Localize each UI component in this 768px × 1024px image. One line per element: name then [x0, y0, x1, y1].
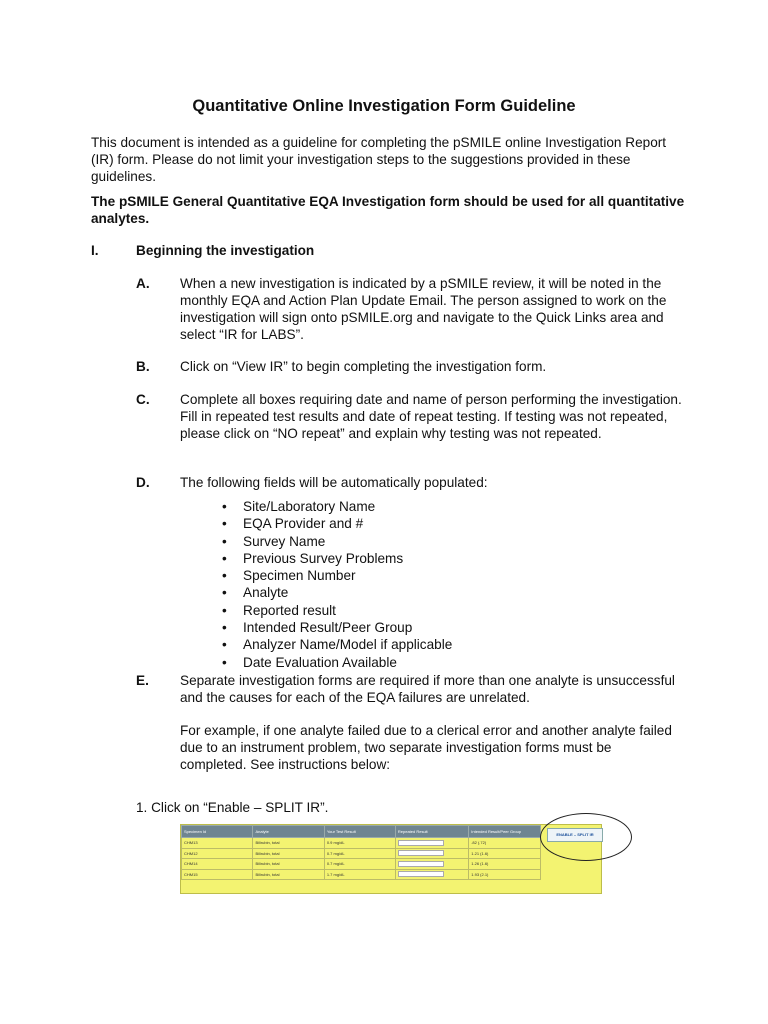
results-table — [181, 825, 541, 880]
bullet-icon: • — [222, 533, 227, 549]
column-header: Intended Result/Peer Group — [469, 826, 541, 838]
investigation-table-screenshot — [180, 824, 602, 894]
item-e-example: For example, if one analyte failed due to a clerical error and another analyte failed due to an instrument problem, two separate investigation forms must be completed. See instructions below: — [180, 723, 672, 772]
repeated-result-input[interactable] — [398, 871, 444, 877]
list-item: • Analyte — [222, 585, 289, 601]
item-a-text: When a new investigation is indicated by a pSMILE review, it will be noted in the monthly EQA and Action Plan Update Email. The person assigned to work on the investigation will sign onto pSMILE.org and navigate to the Quick Links area and select “IR for LABS”. — [180, 276, 667, 342]
list-item: • Analyzer Name/Model if applicable — [222, 637, 453, 653]
column-header: Repeated Result — [395, 826, 468, 838]
table-row: CHM13 Bilirubin, total 0.9 mg/dL .82 (.72) — [182, 838, 541, 849]
bullet-icon: • — [222, 654, 227, 670]
list-item: • Reported result — [222, 602, 336, 618]
step-1-text: 1. Click on “Enable – SPLIT IR”. — [136, 800, 329, 815]
list-item: • Previous Survey Problems — [222, 550, 404, 566]
auto-populated-fields-list — [222, 498, 452, 671]
column-header: Analyte — [253, 826, 324, 838]
repeated-result-input[interactable] — [398, 861, 444, 867]
item-a-letter: A. — [136, 276, 150, 291]
table-row: CHM12 Bilirubin, total 0.7 mg/dL 1.21 (1.6) — [182, 848, 541, 859]
item-b-text: Click on “View IR” to begin completing the investigation form. — [180, 359, 547, 374]
enable-split-ir-button[interactable]: ENABLE – SPLIT IR — [547, 828, 603, 842]
item-d-letter: D. — [136, 475, 150, 490]
table-row: CHM14 Bilirubin, total 0.7 mg/dL 1.26 (1.6) — [182, 859, 541, 870]
list-item: • Intended Result/Peer Group — [222, 620, 413, 636]
bullet-icon: • — [222, 499, 227, 514]
item-e-letter: E. — [136, 673, 149, 688]
highlight-circle — [540, 813, 632, 861]
list-item: • Site/Laboratory Name — [222, 499, 376, 514]
table-row: CHM15 Bilirubin, total 1.7 mg/dL 1.93 (2.1) — [182, 869, 541, 880]
list-item: • Specimen Number — [222, 568, 356, 584]
page-title: Quantitative Online Investigation Form Guideline — [192, 97, 576, 115]
bullet-icon: • — [222, 602, 227, 618]
bullet-icon: • — [222, 516, 227, 532]
bullet-icon: • — [222, 585, 227, 601]
item-d-text: The following fields will be automatically populated: — [180, 475, 488, 490]
section-title: Beginning the investigation — [136, 243, 315, 258]
section-number: I. — [91, 243, 99, 258]
list-item: • Survey Name — [222, 533, 326, 549]
list-item: • EQA Provider and # — [222, 516, 364, 532]
repeated-result-input[interactable] — [398, 850, 444, 856]
table-header-row — [182, 826, 541, 838]
repeated-result-input[interactable] — [398, 840, 444, 846]
list-item: • Date Evaluation Available — [222, 654, 397, 670]
bullet-icon: • — [222, 550, 227, 566]
intro-paragraph: This document is intended as a guideline for completing the pSMILE online Investigation Report (IR) form. Please do not limit your investigation steps to the suggestions provided in these guidelines. — [91, 135, 667, 184]
item-b-letter: B. — [136, 359, 150, 374]
item-c-text: Complete all boxes requiring date and name of person performing the investigation. Fill in repeated test results and date of repeat testing. If testing was not repeated, please click on “NO repeat” and explain why testing was not repeated. — [180, 392, 682, 441]
bullet-icon: • — [222, 568, 227, 584]
bullet-icon: • — [222, 637, 227, 653]
bullet-icon: • — [222, 620, 227, 636]
column-header: Your Test Result — [324, 826, 395, 838]
column-header: Specimen Id — [182, 826, 253, 838]
bold-note: The pSMILE General Quantitative EQA Investigation form should be used for all quantitative analytes. — [91, 194, 685, 226]
item-e-text: Separate investigation forms are required if more than one analyte is unsuccessful and the causes for each of the EQA failures are unrelated. — [180, 673, 675, 705]
item-c-letter: C. — [136, 392, 150, 407]
